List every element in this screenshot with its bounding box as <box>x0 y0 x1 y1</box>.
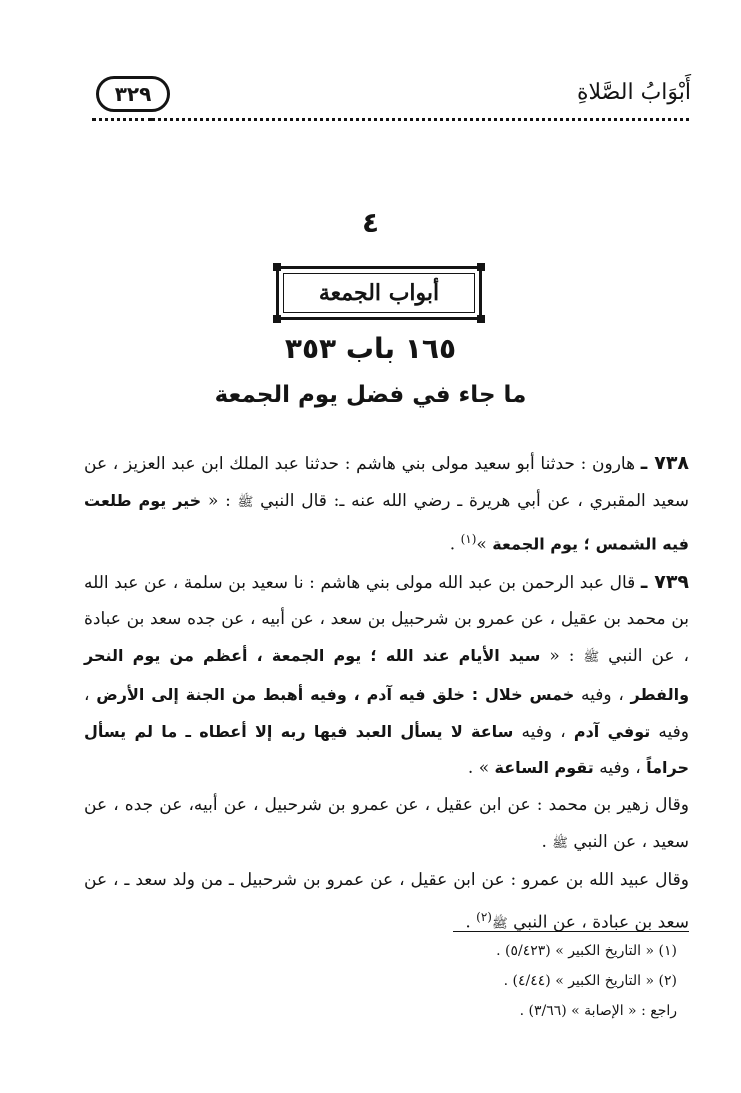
running-title: أَبْوَابُ الصَّلاةِ <box>577 80 691 105</box>
book-title: أبواب الجمعة <box>283 273 475 313</box>
footnote-rule <box>453 931 689 932</box>
footnote-3: راجع : « الإصابة » (٣/٦٦) . <box>519 1003 677 1019</box>
frame-corner <box>477 315 485 323</box>
honorific-glyph: ﷺ <box>552 835 568 851</box>
hadith-quote: خمس خلال : خلق فيه آدم ، وفيه أهبط من الجنة إلى الأرض <box>96 684 575 704</box>
quote-close: » . <box>467 758 490 779</box>
footnote-ref: (٢) <box>476 910 492 925</box>
quote-open: : « <box>549 646 575 667</box>
hadith-quote: تقوم الساعة <box>494 758 594 778</box>
part-number: ٤ <box>361 206 380 239</box>
hadith-quote: توفي آدم <box>573 721 651 741</box>
body-text <box>84 445 689 943</box>
honorific-glyph: ﷺ <box>491 916 508 932</box>
chapter-title: ما جاء في فضل يوم الجمعة <box>214 382 527 408</box>
hadith-quote: سيد الأيام عند الله ؛ يوم الجمعة ، أعظم من يوم النحر والفطر <box>84 646 690 704</box>
hadith-739 <box>84 564 689 787</box>
quote-close: » <box>476 535 487 556</box>
narration-text: وقال زهير بن محمد : عن ابن عقيل ، عن عمرو بن شرحبيل ، عن أبيه، عن جده ، عن سعيد ، عن النبي <box>84 794 689 852</box>
frame-corner <box>477 263 485 271</box>
honorific-glyph: ﷺ <box>237 494 254 510</box>
hadith-number: ٧٣٩ ـ <box>640 570 690 593</box>
hadith-text: ، وفيه <box>599 758 641 779</box>
hadith-text: ، وفيه <box>521 721 566 742</box>
header-rule-left <box>92 118 152 121</box>
page-number: ٣٢٩ <box>96 76 170 112</box>
footnotes <box>300 936 677 1026</box>
hadith-text: قال عبد الرحمن بن عبد الله مولى بني هاشم : نا سعيد بن سلمة ، عن عبد الله بن محمد بن عقيل ، عن عمرو بن شرحبيل بن سعد ، عن أبيه ، عن جده سعد بن عبادة ، عن النبي <box>84 572 689 667</box>
period: . <box>449 535 456 556</box>
quote-open: : « <box>207 490 231 511</box>
frame-corner <box>273 263 281 271</box>
frame-corner <box>273 315 281 323</box>
hadith-quote: ساعة لا يسأل العبد فيها ربه إلا أعطاه ـ ما لم يسأل حراماً <box>84 721 689 778</box>
hadith-number: ٧٣٨ ـ <box>640 452 690 474</box>
hadith-text: هارون : حدثنا أبو سعيد مولى بني هاشم : حدثنا عبد الملك ابن عبد العزيز ، عن سعيد المقبري ، عن أبي هريرة ـ رضي الله عنه ـ: قال النبي <box>84 454 689 511</box>
hadith-text: ، وفيه <box>84 684 689 742</box>
hadith-text: ، وفيه <box>581 684 624 705</box>
honorific-glyph: ﷺ <box>583 650 600 666</box>
footnote-ref: (١) <box>460 532 477 547</box>
period: . <box>465 912 471 933</box>
footnote-1: (١) « التاريخ الكبير » (٥/٤٢٣) . <box>496 943 677 959</box>
hadith-738 <box>84 445 689 564</box>
paragraph-zuhair <box>84 787 689 862</box>
hadith-quote: خير يوم طلعت فيه الشمس ؛ يوم الجمعة <box>84 490 689 555</box>
chapter-number: ١٦٥ باب ٣٥٣ <box>284 332 457 365</box>
period: . <box>541 831 547 852</box>
book-title-frame <box>276 266 482 320</box>
narration-text: وقال عبيد الله بن عمرو : عن ابن عقيل ، عن عمرو بن شرحبيل ـ من ولد سعد ـ ، عن سعد بن عبادة ، عن النبي <box>84 870 689 933</box>
footnote-2: (٢) « التاريخ الكبير » (٤/٤٤) . <box>503 973 677 989</box>
header-rule <box>152 118 689 121</box>
